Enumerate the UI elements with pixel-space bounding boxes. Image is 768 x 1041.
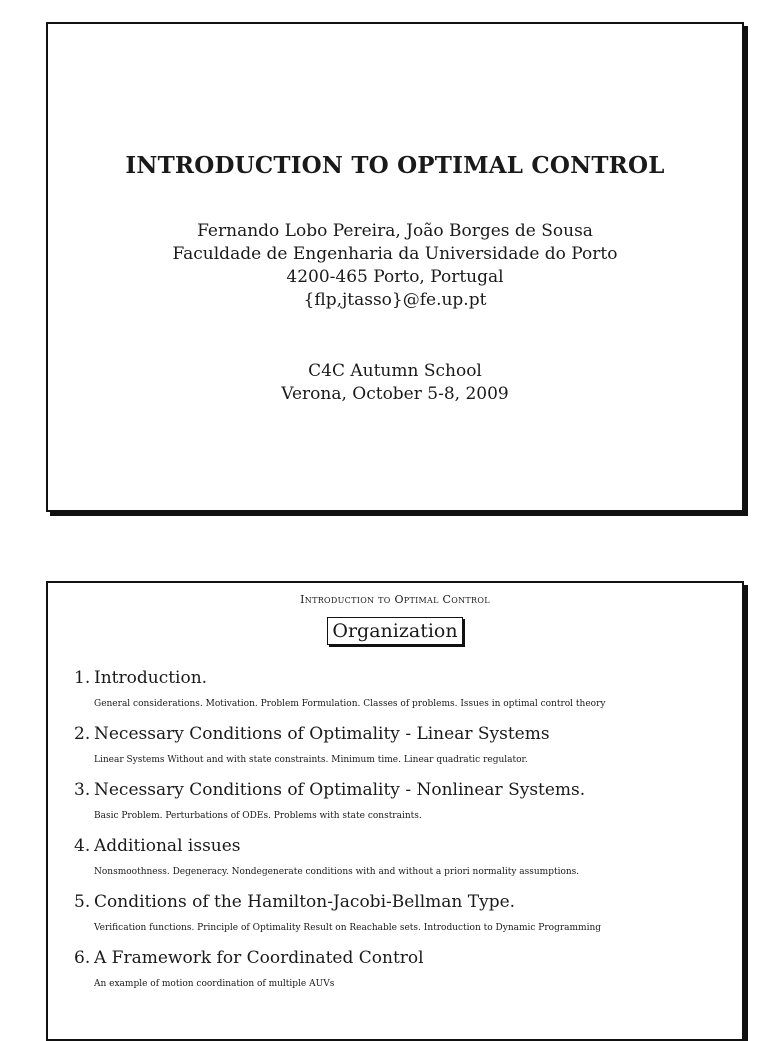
organization-slide	[46, 581, 744, 1041]
item-title: Necessary Conditions of Optimality - Nonlinear Systems.	[94, 780, 586, 800]
outline-item	[74, 667, 722, 710]
author-block	[48, 220, 742, 312]
item-number: 1.	[74, 668, 91, 688]
author-names: Fernando Lobo Pereira, João Borges de Sousa	[197, 221, 593, 241]
author-affiliation: Faculdade de Engenharia da Universidade do Porto	[172, 244, 618, 264]
item-description: Nonsmoothness. Degeneracy. Nondegenerate conditions with and without a priori normality assumptions.	[94, 867, 580, 877]
item-title: Necessary Conditions of Optimality - Linear Systems	[94, 724, 550, 744]
item-number: 2.	[74, 724, 91, 744]
event-name: C4C Autumn School	[308, 361, 482, 381]
outline-item	[74, 891, 722, 934]
section-title-wrap	[48, 617, 742, 645]
event-location-date: Verona, October 5-8, 2009	[281, 384, 509, 404]
item-description: An example of motion coordination of multiple AUVs	[94, 979, 335, 989]
item-description: Verification functions. Principle of Optimality Result on Reachable sets. Introduction to Dynamic Programming	[94, 923, 602, 933]
outline-list	[74, 667, 722, 1003]
item-number: 3.	[74, 780, 91, 800]
outline-item	[74, 947, 722, 990]
outline-item	[74, 723, 722, 766]
author-address: 4200-465 Porto, Portugal	[286, 267, 504, 287]
document-title: INTRODUCTION TO OPTIMAL CONTROL	[125, 152, 665, 179]
event-block	[48, 360, 742, 406]
item-title: Conditions of the Hamilton-Jacobi-Bellman Type.	[94, 892, 516, 912]
item-title: A Framework for Coordinated Control	[94, 948, 424, 968]
author-email: {flp,jtasso}@fe.up.pt	[303, 290, 487, 310]
section-title: Organization	[327, 617, 462, 645]
outline-item	[74, 835, 722, 878]
item-number: 5.	[74, 892, 91, 912]
item-title: Introduction.	[94, 668, 208, 688]
item-description: Linear Systems Without and with state constraints. Minimum time. Linear quadratic regulator.	[94, 755, 528, 765]
item-number: 4.	[74, 836, 91, 856]
outline-item	[74, 779, 722, 822]
running-header: Introduction to Optimal Control	[300, 593, 490, 606]
item-description: General considerations. Motivation. Problem Formulation. Classes of problems. Issues in optimal control theory	[94, 699, 606, 709]
title-slide	[46, 22, 744, 512]
item-number: 6.	[74, 948, 91, 968]
item-title: Additional issues	[94, 836, 241, 856]
item-description: Basic Problem. Perturbations of ODEs. Problems with state constraints.	[94, 811, 422, 821]
